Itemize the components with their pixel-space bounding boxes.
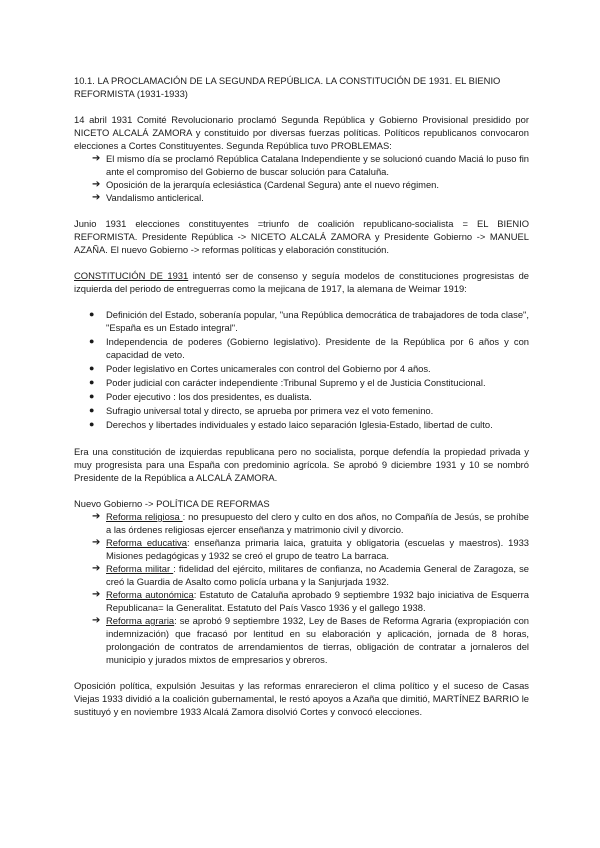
reform-label: Reforma religiosa — [106, 511, 183, 522]
arrow-icon: ➔ — [92, 589, 101, 600]
opposition-paragraph: Oposición política, expulsión Jesuitas y las reformas enrarecieron el clima político y el suceso de Casas Viejas 1933 dividió a la coalición gubernamental, le restó apoyos a Azaña que dimitió, MARTÍNEZ BARRIO le sustituyó y en noviembre 1933 Alcalá Zamora disolvió Cortes y convocó elecciones. — [74, 680, 529, 717]
arrow-icon: ➔ — [92, 153, 101, 164]
arrow-icon: ➔ — [92, 511, 101, 522]
list-item: ➔ Reforma educativa: enseñanza primaria laica, gratuita y obligatoria (escuelas y maestros). 1933 Misiones pedagógicas y 1932 se creó el grupo de teatro La barraca. — [92, 537, 529, 561]
arrow-icon: ➔ — [92, 615, 101, 626]
list-item: ● Independencia de poderes (Gobierno legislativo). Presidente de la República por 6 años y con capacidad de veto. — [89, 336, 529, 360]
list-item: ➔ Reforma agraria: se aprobó 9 septiembre 1932, Ley de Bases de Reforma Agraria (expropiación con indemnización) que fracasó por lentitud en su elaboración y aplicación, jornada de 8 horas, prolongación de contratos de arrendamientos de tierras, obligación de contratar a jornaleros del municipio y jurados mixtos de empresarios y obreros. — [92, 615, 529, 665]
reforms-list — [74, 510, 529, 666]
document-page — [74, 74, 529, 718]
constitution-list — [74, 308, 529, 431]
list-item: ● Sufragio universal total y directo, se aprueba por primera vez el voto femenino. — [89, 405, 434, 416]
page-title: 10.1. LA PROCLAMACIÓN DE LA SEGUNDA REPÚBLICA. LA CONSTITUCIÓN DE 1931. EL BIENIO REFORMISTA (1931-1933) — [74, 75, 501, 99]
bullet-icon: ● — [89, 309, 95, 319]
arrow-icon: ➔ — [92, 537, 101, 548]
reforms-heading: Nuevo Gobierno -> POLÍTICA DE REFORMAS — [74, 498, 270, 509]
bullet-icon: ● — [89, 405, 95, 415]
list-item: ● Poder ejecutivo : los dos presidentes, es dualista. — [89, 391, 312, 402]
reform-label: Reforma educativa — [106, 537, 187, 548]
reform-label: Reforma autonómica — [106, 589, 194, 600]
bullet-icon: ● — [89, 391, 95, 401]
constitution-heading: CONSTITUCIÓN DE 1931 — [74, 270, 189, 281]
bullet-icon: ● — [89, 419, 95, 429]
list-item: ● Poder legislativo en Cortes unicamerales con control del Gobierno por 4 años. — [89, 363, 431, 374]
list-item: ➔ Reforma autonómica: Estatuto de Cataluña aprobado 9 septiembre 1932 bajo iniciativa de Esquerra Republicana= la Generalitat. Estatuto del País Vasco 1936 y el gallego 1938. — [92, 589, 529, 613]
list-item: ➔ El mismo día se proclamó República Catalana Independiente y se solucionó cuando Maciá lo puso fin ante el compromiso del Gobierno de buscar solución para Cataluña. — [92, 153, 529, 177]
elections-paragraph: Junio 1931 elecciones constituyentes =triunfo de coalición republicano-socialista = EL BIENIO REFORMISTA. Presidente República -> NICETO ALCALÁ ZAMORA y Presidente Gobierno -> MANUEL AZAÑA. El nuevo Gobierno -> reformas políticas y elaboración constitución. — [74, 218, 529, 255]
bullet-icon: ● — [89, 377, 95, 387]
reform-label: Reforma agraria — [106, 615, 175, 626]
constitution-summary: Era una constitución de izquierdas republicana pero no socialista, porque defendía la propiedad privada y muy progresista para una España con predominio agrícola. Se aprobó 9 diciembre 1931 y 10 se nombró Presidente de la República a ALCALÁ ZAMORA. — [74, 446, 529, 483]
list-item: ● Derechos y libertades individuales y estado laico separación Iglesia-Estado, libertad de culto. — [89, 419, 493, 430]
list-item: ➔ Reforma religiosa : no presupuesto del clero y culto en dos años, no Compañía de Jesús, se prohíbe a las órdenes religiosas ejercer enseñanza y matrimonio civil y divorcio. — [92, 511, 529, 535]
list-item: ➔ Vandalismo anticlerical. — [92, 192, 204, 203]
constitution-paragraph — [74, 269, 529, 295]
reform-label: Reforma militar — [106, 563, 174, 574]
intro-paragraph: 14 abril 1931 Comité Revolucionario proclamó Segunda República y Gobierno Provisional presidido por NICETO ALCALÁ ZAMORA y constituido por diversas fuerzas políticas. Políticos republicanos convocaron elecciones a Cortes Constituyentes. Segunda República tuvo PROBLEMAS: — [74, 114, 529, 151]
arrow-icon: ➔ — [92, 192, 101, 203]
problems-list — [74, 152, 529, 204]
constitution-text: intentó ser de consenso y seguía modelos de constituciones progresistas de izquierda del periodo de entreguerras como la mejicana de 1917, la alemana de Weimar 1919: — [74, 270, 529, 294]
bullet-icon: ● — [89, 363, 95, 373]
list-item: ● Poder judicial con carácter independiente :Tribunal Supremo y el de Justicia Constitucional. — [89, 377, 486, 388]
arrow-icon: ➔ — [92, 563, 101, 574]
list-item: ● Definición del Estado, soberanía popular, "una República democrática de trabajadores de toda clase", "España es un Estado integral". — [89, 309, 529, 333]
list-item: ➔ Oposición de la jerarquía eclesiástica (Cardenal Segura) ante el nuevo régimen. — [92, 179, 440, 190]
list-item: ➔ Reforma militar : fidelidad del ejército, militares de confianza, no Academia General de Zaragoza, se creó la Guardia de Asalto como policía urbana y la Sanjurjada 1932. — [92, 563, 529, 587]
bullet-icon: ● — [89, 336, 95, 346]
arrow-icon: ➔ — [92, 179, 101, 190]
